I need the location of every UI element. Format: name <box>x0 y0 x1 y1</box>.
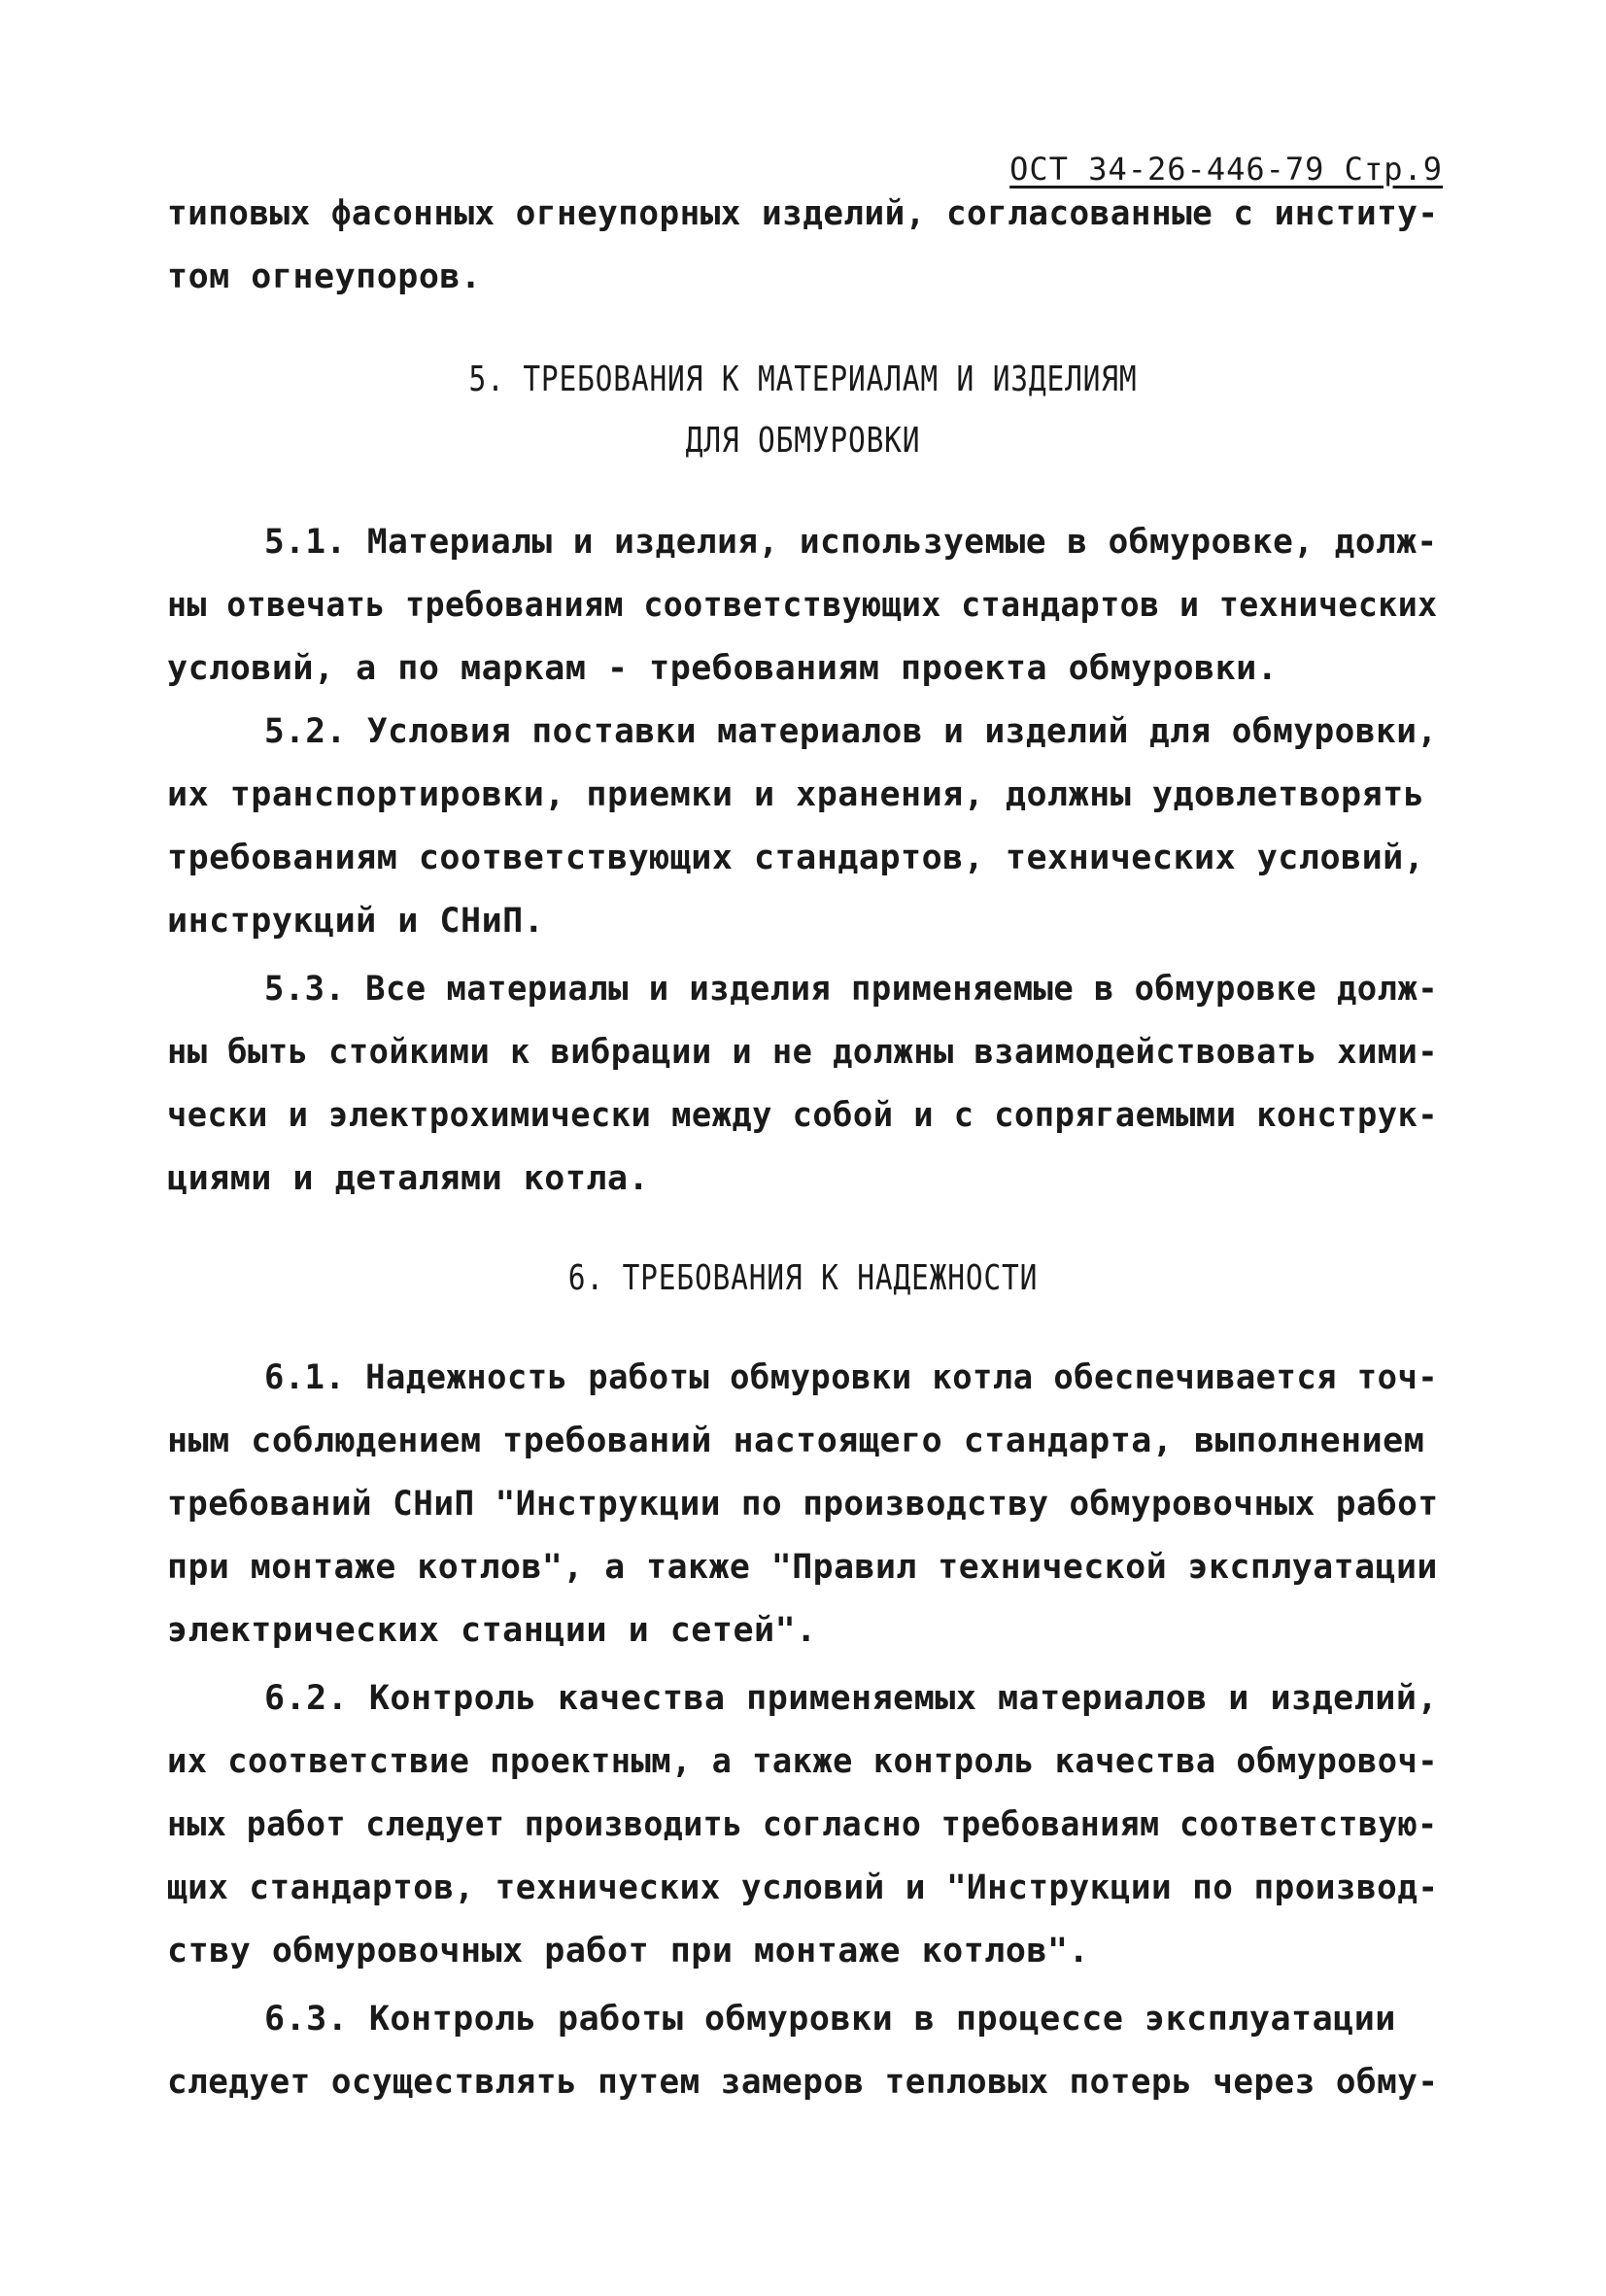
text-line: 6.2. Контроль качества применяемых материалов и изделий, <box>264 1679 1439 1718</box>
text-line: при монтаже котлов", а также "Правил технической эксплуатации <box>167 1548 1438 1587</box>
section-5-title: 5. ТРЕБОВАНИЯ К МАТЕРИАЛАМ И ИЗДЕЛИЯМ <box>468 360 1138 399</box>
text-line: их транспортировки, приемки и хранения, должны удовлетворять <box>167 775 1425 814</box>
text-line: 6.1. Надежность работы обмуровки котла обеспечивается точ- <box>264 1358 1439 1397</box>
text-line: ны отвечать требованиям соответствующих стандартов и технических <box>167 586 1438 625</box>
text-line: 5.3. Все материалы и изделия применяемые в обмуровке долж- <box>264 970 1439 1009</box>
text-line: ных работ следует производить согласно требованиям соответствую- <box>167 1805 1438 1844</box>
text-line: ным соблюдением требований настоящего стандарта, выполнением <box>167 1422 1425 1460</box>
text-line: щих стандартов, технических условий и "Инструкции по производ- <box>167 1868 1439 1907</box>
text-line: электрических станции и сетей". <box>167 1611 817 1650</box>
text-line: требований СНиП "Инструкции по производству обмуровочных работ <box>167 1485 1439 1524</box>
text-line: ны быть стойкими к вибрации и не должны взаимодействовать хими- <box>167 1033 1439 1072</box>
section-6-title: 6. ТРЕБОВАНИЯ К НАДЕЖНОСТИ <box>567 1258 1039 1298</box>
text-line: чески и электрохимически между собой и с сопрягаемыми конструк- <box>167 1096 1439 1135</box>
text-line: 5.1. Материалы и изделия, используемые в обмуровке, долж- <box>264 523 1438 562</box>
text-line: их соответствие проектным, а также контроль качества обмуровоч- <box>167 1742 1439 1781</box>
text-line: 6.3. Контроль работы обмуровки в процессе эксплуатации <box>264 2000 1396 2039</box>
text-line: типовых фасонных огнеупорных изделий, согласованные с институ- <box>167 194 1439 233</box>
text-line: инструкций и СНиП. <box>167 902 545 941</box>
text-line: ству обмуровочных работ при монтаже котлов". <box>167 1932 1090 1970</box>
text-line: требованиям соответствующих стандартов, технических условий, <box>167 839 1425 877</box>
text-line: условий, а по маркам - требованиям проекта обмуровки. <box>167 649 1279 688</box>
text-line: циями и деталями котла. <box>167 1159 650 1198</box>
text-line: том огнеупоров. <box>167 257 482 296</box>
section-5-title-line2: ДЛЯ ОБМУРОВКИ <box>685 421 921 461</box>
text-line: 5.2. Условия поставки материалов и изделий для обмуровки, <box>264 712 1438 751</box>
page-header-doc-ref: ОСТ 34-26-446-79 Стр.9 <box>1009 151 1443 188</box>
text-line: следует осуществлять путем замеров тепловых потерь через обму- <box>167 2063 1439 2102</box>
